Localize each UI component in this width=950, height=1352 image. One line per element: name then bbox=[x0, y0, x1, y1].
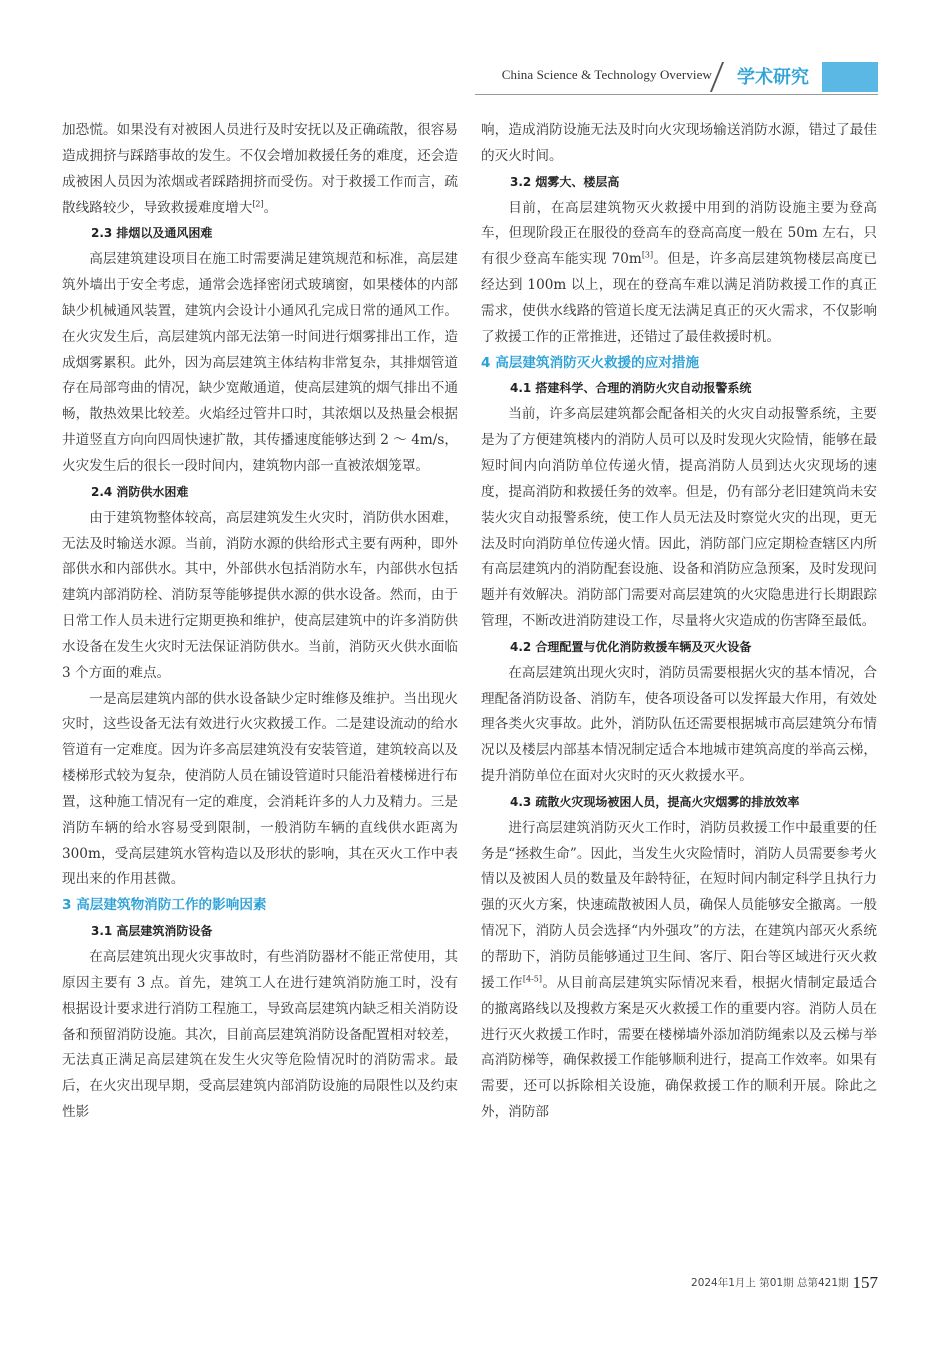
subsection-heading-3-1: 3.1 高层建筑消防设备 bbox=[91, 924, 213, 939]
citation-ref: [2] bbox=[252, 199, 264, 208]
citation-ref: [4-5] bbox=[522, 974, 542, 984]
header-slash-divider bbox=[710, 62, 724, 92]
section-heading-4: 4 高层建筑消防灭火救援的应对措施 bbox=[481, 354, 700, 371]
paragraph: 目前，在高层建筑物灭火救援中用到的消防设施主要为登高车，但现阶段正在服役的登高车的登高高度一般在 50m 左右，只有很少登高车能实现 70m[3]。但是，许多高层建筑物楼层高度已经达到 100m 以上，现在的登高车难以满足消防救援工作的真正需求，使供水线路的管道长度无法满足真正的灭火需求，不仅影响了救援工作的正常推进，还错过了最佳救援时机。 bbox=[481, 199, 877, 345]
subsection-heading-4-2: 4.2 合理配置与优化消防救援车辆及灭火设备 bbox=[510, 639, 752, 654]
journal-name: China Science & Technology Overview bbox=[501, 67, 712, 82]
paragraph: 高层建筑建设项目在施工时需要满足建筑规范和标准，高层建筑外墙出于安全考虑，通常会选择密闭式玻璃窗，如果楼体的内部缺少机械通风装置，建筑内会设计小通风孔完成日常的通风工作。在火灾发生后，高层建筑内部无法第一时间进行烟雾排出工作，造成烟雾累积。此外，因为高层建筑主体结构非常复杂，其排烟管道存在局部弯曲的情况，缺少宽敞通道，使高层建筑的烟气排出不通畅，散热效果比较差。火焰经过管井口时，其浓烟以及热量会根据井道竖直方向向四周快速扩散，其传播速度能够达到 2 ～ 4m/s，火灾发生后的很长一段时间内，建筑物内部一直被浓烟笼罩。 bbox=[62, 251, 458, 474]
page-number: 157 bbox=[852, 1273, 878, 1292]
header-rule bbox=[475, 94, 878, 95]
header-color-block bbox=[822, 62, 878, 92]
section-tag: 学术研究 bbox=[737, 67, 809, 88]
paragraph: 进行高层建筑消防灭火工作时，消防员救援工作中最重要的任务是“拯救生命”。因此，当发生火灾险情时，消防人员需要参考火情以及被困人员的数量及年龄特征，在短时间内制定科学且执行力强的灭火方案，快速疏散被困人员，确保人员能够安全撤离。一般情况下，消防人员会选择“内外强攻”的方法，在建筑内部灭火系统的帮助下，消防员能够通过卫生间、客厅、阳台等区域进行灭火救援工作[4-5]。从目前高层建筑实际情况来看，根据火情制定最适合的撤离路线以及搜救方案是灭火救援工作的重要内容。消防人员在进行灭火救援工作时，需要在楼梯墙外添加消防绳索以及云梯与举高消防梯等，确保救援工作能够顺利进行，提高工作效率。如果有需要，还可以拆除相关设施，确保救援工作的顺利开展。除此之外，消防部 bbox=[481, 819, 877, 1121]
page-footer bbox=[691, 1273, 878, 1293]
citation-ref: [3] bbox=[641, 250, 654, 260]
paragraph: 加恐慌。如果没有对被困人员进行及时安抚以及正确疏散，很容易造成拥挤与踩踏事故的发生。不仅会增加救援任务的难度，还会造成被困人员因为浓烟或者踩踏拥挤而受伤。对于救援工作而言，疏散线路较少，导致救援难度增大[2]。 bbox=[62, 122, 458, 216]
section-heading-3: 3 高层建筑物消防工作的影响因素 bbox=[62, 897, 267, 914]
right-column bbox=[481, 118, 877, 1126]
paragraph: 当前，许多高层建筑都会配备相关的火灾自动报警系统，主要是为了方便建筑楼内的消防人员可以及时发现火灾险情，能够在最短时间内向消防单位传递火情，提高消防人员到达火灾现场的速度，提高消防和救援任务的效率。但是，仍有部分老旧建筑尚未安装火灾自动报警系统，使工作人员无法及时察觉火灾的出现，更无法及时向消防单位传递火情。因此，消防部门应定期检查辖区内所有高层建筑内的消防配套设施、设备和消防应急预案，及时发现问题并有效解决。消防部门需要对高层建筑的火灾隐患进行长期跟踪管理，不断改进消防建设工作，尽量将火灾造成的伤害降至最低。 bbox=[481, 406, 877, 630]
page-header bbox=[0, 62, 950, 102]
issue-info: 2024年1月上 第01期 总第421期 bbox=[691, 1277, 849, 1289]
paragraph: 在高层建筑出现火灾时，消防员需要根据火灾的基本情况，合理配备消防设备、消防车，使各项设备可以发挥最大作用，有效处理各类火灾事故。此外，消防队伍还需要根据城市高层建筑分布情况以及楼层内部基本情况制定适合本地城市建筑高度的举高云梯，提升消防单位在面对火灾时的灭火救援水平。 bbox=[481, 664, 877, 785]
subsection-heading-4-3: 4.3 疏散火灾现场被困人员，提高火灾烟雾的排放效率 bbox=[510, 794, 800, 809]
subsection-heading-3-2: 3.2 烟雾大、楼层高 bbox=[510, 174, 620, 189]
subsection-heading-4-1: 4.1 搭建科学、合理的消防火灾自动报警系统 bbox=[510, 381, 752, 396]
left-column bbox=[62, 118, 458, 1126]
paragraph: 一是高层建筑内部的供水设备缺少定时维修及维护。当出现火灾时，这些设备无法有效进行火灾救援工作。二是建设流动的给水管道有一定难度。因为许多高层建筑没有安装管道，建筑较高以及楼梯形式较为复杂，使消防人员在铺设管道时只能沿着楼梯进行布置，这种施工情况有一定的难度，会消耗许多的人力及精力。三是消防车辆的给水容易受到限制，一般消防车辆的直线供水距离为 300m，受高层建筑水管构造以及形状的影响，其在灭火工作中表现出来的作用甚微。 bbox=[62, 690, 458, 888]
paragraph: 响，造成消防设施无法及时向火灾现场输送消防水源，错过了最佳的灭火时间。 bbox=[481, 122, 877, 164]
subsection-heading-2-3: 2.3 排烟以及通风困难 bbox=[91, 226, 213, 241]
paragraph: 在高层建筑出现火灾事故时，有些消防器材不能正常使用，其原因主要有 3 点。首先，建筑工人在进行建筑消防施工时，没有根据设计要求进行消防工程施工，导致高层建筑内缺乏相关消防设备和预留消防设施。其次，目前高层建筑消防设备配置相对较差，无法真正满足高层建筑在发生火灾等危险情况时的消防需求。最后，在火灾出现早期，受高层建筑内部消防设施的局限性以及约束性影 bbox=[62, 949, 458, 1121]
paragraph: 由于建筑物整体较高，高层建筑发生火灾时，消防供水困难，无法及时输送水源。当前，消防水源的供给形式主要有两种，即外部供水和内部供水。其中，外部供水包括消防水车，内部供水包括建筑内部消防栓、消防泵等能够提供水源的供水设备。然而，由于日常工作人员未进行定期更换和维护，使高层建筑中的许多消防供水设备在发生火灾时无法保证消防供水。当前，消防灭火供水面临 3 个方面的难点。 bbox=[62, 509, 458, 681]
subsection-heading-2-4: 2.4 消防供水困难 bbox=[91, 484, 189, 499]
